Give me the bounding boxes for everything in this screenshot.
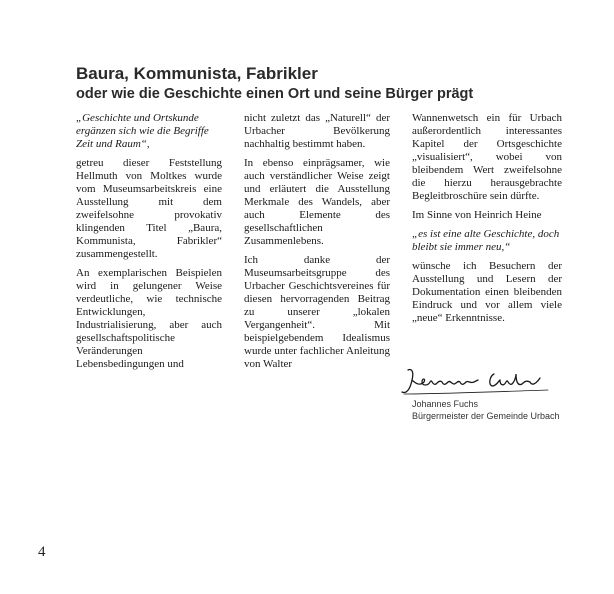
text-column-1 (76, 112, 222, 377)
page-number: 4 (38, 544, 46, 560)
handwritten-signature (398, 364, 568, 400)
heine-quote: „es ist eine alte Geschichte, doch bleibt sie immer neu,“ (412, 228, 560, 253)
signatory-role: Bürgermeister der Gemeinde Urbach (412, 411, 560, 421)
paragraph: Ich danke der Museumsarbeitsgruppe des Urbacher Geschichtsvereines für diesen hervorragenden Beitrag zu unserer „lokalen Vergangenheit“. Mit beispielgebendem Idealismus wurde unter fachlicher Anleitung von Walter (244, 254, 390, 370)
signatory-name: Johannes Fuchs (412, 399, 479, 409)
moltke-quote: „Geschichte und Ortskunde ergänzen sich wie die Begriffe Zeit und Raum“, (76, 112, 209, 150)
paragraph: nicht zuletzt das „Naturell“ der Urbacher Bevölkerung nachhaltig bestimmt haben. (244, 112, 390, 150)
paragraph: getreu dieser Feststellung Hellmuth von Moltkes wurde vom Museumsarbeitskreis eine Ausstellung mit dem zweifelsohne provokativ klingenden Titel „Baura, Kommunista, Fabrikler“ zusammengestellt. (76, 157, 222, 260)
article-title (76, 64, 596, 104)
paragraph: wünsche ich Besuchern der Ausstellung und Lesern der Dokumentation einen bleibenden Eindruck und vor allem viele „neue“ Erkenntnisse. (412, 260, 562, 324)
title-subtitle: oder wie die Geschichte einen Ort und seine Bürger prägt (76, 86, 474, 102)
paragraph: Im Sinne von Heinrich Heine (412, 209, 542, 221)
text-column-2 (244, 112, 390, 377)
paragraph: An exemplarischen Beispielen wird in gelungener Weise verdeutliche, wie technische Entwicklungen, Industrialisierung, aber auch gesellschaftspolitische Veränderungen Lebensbedingungen und (76, 267, 222, 370)
text-column-3 (412, 112, 562, 331)
paragraph: Wannenwetsch ein für Urbach außerordentlich interessantes Kapitel der Ortsgeschichte „visualisiert“, wobei von bleibendem Wert zweifelsohne die hierzu herausgebrachte Begleitbroschüre sein dürfte. (412, 112, 562, 202)
paragraph: In ebenso einprägsamer, wie auch verständlicher Weise zeigt und erläutert die Ausstellung Merkmale des Wandels, aber auch Elemente des gesellschaftlichen Zusammenlebens. (244, 157, 390, 247)
title-main: Baura, Kommunista, Fabrikler (76, 64, 318, 83)
